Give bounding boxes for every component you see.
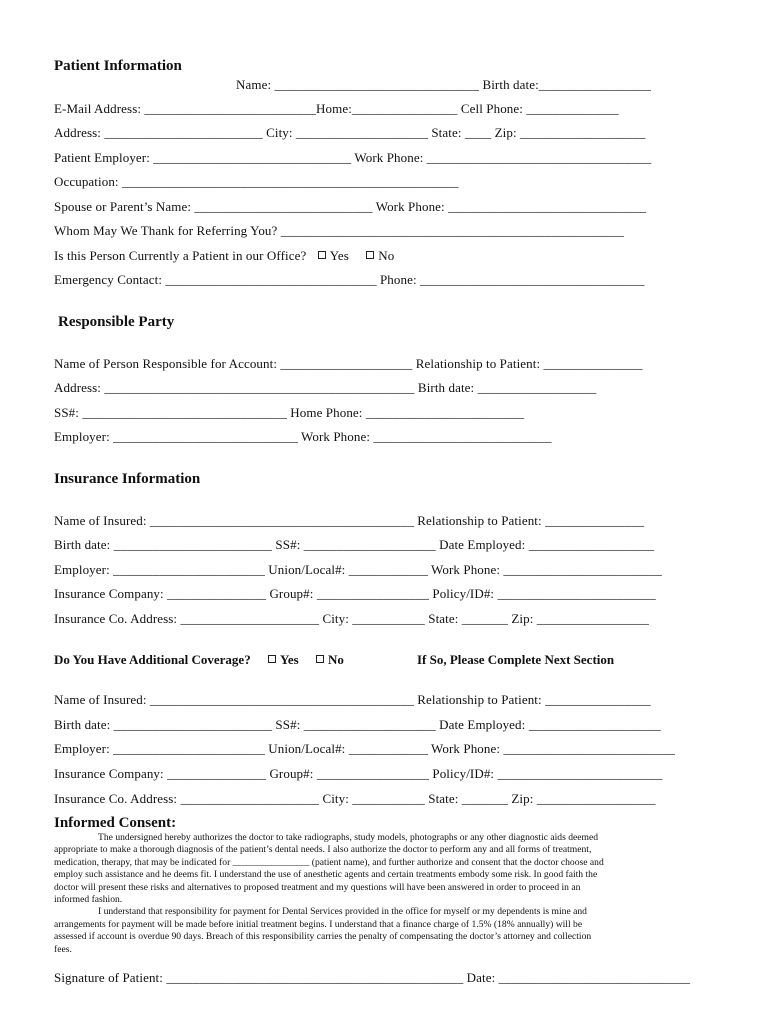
patient-employer-row[interactable]: Patient Employer: ______________________________ Work Phone: __________________________________ [54, 150, 652, 165]
responsible-name-row[interactable]: Name of Person Responsible for Account: ____________________ Relationship to Patient: _______________ [54, 356, 643, 371]
consent-p2-line: I understand that responsibility for payment for Dental Services provided in the office for myself or my dependents is mine and [98, 906, 587, 918]
informed-consent-heading: Informed Consent: [54, 815, 177, 831]
additional-coverage-question: Do You Have Additional Coverage? [54, 652, 251, 667]
current-patient-no-checkbox[interactable] [366, 251, 374, 259]
current-patient-row [54, 248, 394, 264]
insurance-address-row[interactable]: Insurance Co. Address: _____________________ City: ___________ State: _______ Zip: _________________ [54, 611, 649, 626]
insured-birthdate-row[interactable]: Birth date: ________________________ SS#: ____________________ Date Employed: ___________________ [54, 537, 655, 552]
current-patient-yes-checkbox[interactable] [318, 251, 326, 259]
additional-coverage-yes-checkbox[interactable] [268, 655, 276, 663]
additional-coverage-no-label: No [327, 652, 344, 667]
consent-p1-line: medication, therapy, that may be indicated for ________________ (patient name), and further authorize and consent that the doctor choose and [54, 856, 604, 868]
additional-insured-birthdate-row[interactable]: Birth date: ________________________ SS#: ____________________ Date Employed: ____________________ [54, 717, 661, 732]
insured-employer-row[interactable]: Employer: _______________________ Union/Local#: ____________ Work Phone: ________________________ [54, 562, 662, 577]
additional-coverage-no-checkbox[interactable] [316, 655, 324, 663]
consent-p1-line: informed fashion. [54, 894, 123, 906]
responsible-employer-row[interactable]: Employer: ____________________________ Work Phone: ___________________________ [54, 429, 552, 444]
consent-p2-line: fees. [54, 943, 72, 955]
emergency-contact-row[interactable]: Emergency Contact: ________________________________ Phone: __________________________________ [54, 272, 645, 287]
insurance-info-heading: Insurance Information [54, 471, 201, 487]
additional-coverage-yes-label: Yes [279, 652, 299, 667]
consent-p1-line: appropriate to make a thorough diagnosis of the patient’s dental needs. I also authorize the doctor to perform any and all forms of treatment, [54, 844, 592, 856]
consent-p2-line: assessed if account is overdue 90 days. Breach of this responsibility carries the penalty of compensating the doctor’s attorney and collection [54, 931, 592, 943]
additional-insured-name-row[interactable]: Name of Insured: ________________________________________ Relationship to Patient: ________________ [54, 692, 651, 707]
referral-row[interactable]: Whom May We Thank for Referring You? ____________________________________________________ [54, 223, 624, 238]
additional-insured-employer-row[interactable]: Employer: _______________________ Union/Local#: ____________ Work Phone: __________________________ [54, 741, 676, 756]
responsible-party-heading: Responsible Party [58, 314, 175, 330]
insurance-company-row[interactable]: Insurance Company: _______________ Group#: _________________ Policy/ID#: ________________________ [54, 586, 656, 601]
consent-p2-line: arrangements for payment will be made before initial treatment begins. I understand that a finance charge of 1.5% (18% annually) will be [54, 918, 583, 930]
additional-coverage-note: If So, Please Complete Next Section [417, 652, 615, 667]
current-patient-question: Is this Person Currently a Patient in our Office? [54, 248, 307, 263]
patient-address-row[interactable]: Address: ________________________ City: ____________________ State: ____ Zip: ___________________ [54, 125, 646, 140]
patient-name-birthdate-row[interactable]: Name: _______________________________ Birth date:_________________ [236, 77, 651, 92]
current-patient-yes-label: Yes [329, 248, 349, 263]
responsible-ssn-row[interactable]: SS#: _______________________________ Home Phone: ________________________ [54, 405, 525, 420]
consent-p1-line: The undersigned hereby authorizes the doctor to take radiographs, study models, photographs or any other diagnostic aids deemed [98, 832, 599, 843]
additional-insurance-company-row[interactable]: Insurance Company: _______________ Group#: _________________ Policy/ID#: _________________________ [54, 766, 663, 781]
patient-email-phone-row[interactable]: E-Mail Address: __________________________Home:________________ Cell Phone: ______________ [54, 101, 619, 116]
additional-coverage-row [54, 652, 344, 668]
consent-p1-line: doctor will present these risks and alternatives to proposed treatment and my questions will have been answered in order to proceed in an [54, 881, 581, 893]
consent-p1-line: employ such assistance and he deems fit. I understand the use of anesthetic agents and certain treatments embody some risk. In good faith the [54, 869, 598, 881]
consent-text [54, 832, 716, 956]
insured-name-row[interactable]: Name of Insured: ________________________________________ Relationship to Patient: _______________ [54, 513, 645, 528]
signature-date-row[interactable]: Signature of Patient: _____________________________________________ Date: _____________________________ [54, 970, 691, 985]
patient-occupation-row[interactable]: Occupation: ___________________________________________________ [54, 174, 459, 189]
responsible-address-row[interactable]: Address: _______________________________________________ Birth date: __________________ [54, 380, 597, 395]
additional-insurance-address-row[interactable]: Insurance Co. Address: _____________________ City: ___________ State: _______ Zip: __________________ [54, 791, 656, 806]
spouse-parent-row[interactable]: Spouse or Parent’s Name: ___________________________ Work Phone: ______________________________ [54, 199, 647, 214]
patient-info-heading: Patient Information [54, 58, 182, 74]
current-patient-no-label: No [378, 248, 395, 263]
